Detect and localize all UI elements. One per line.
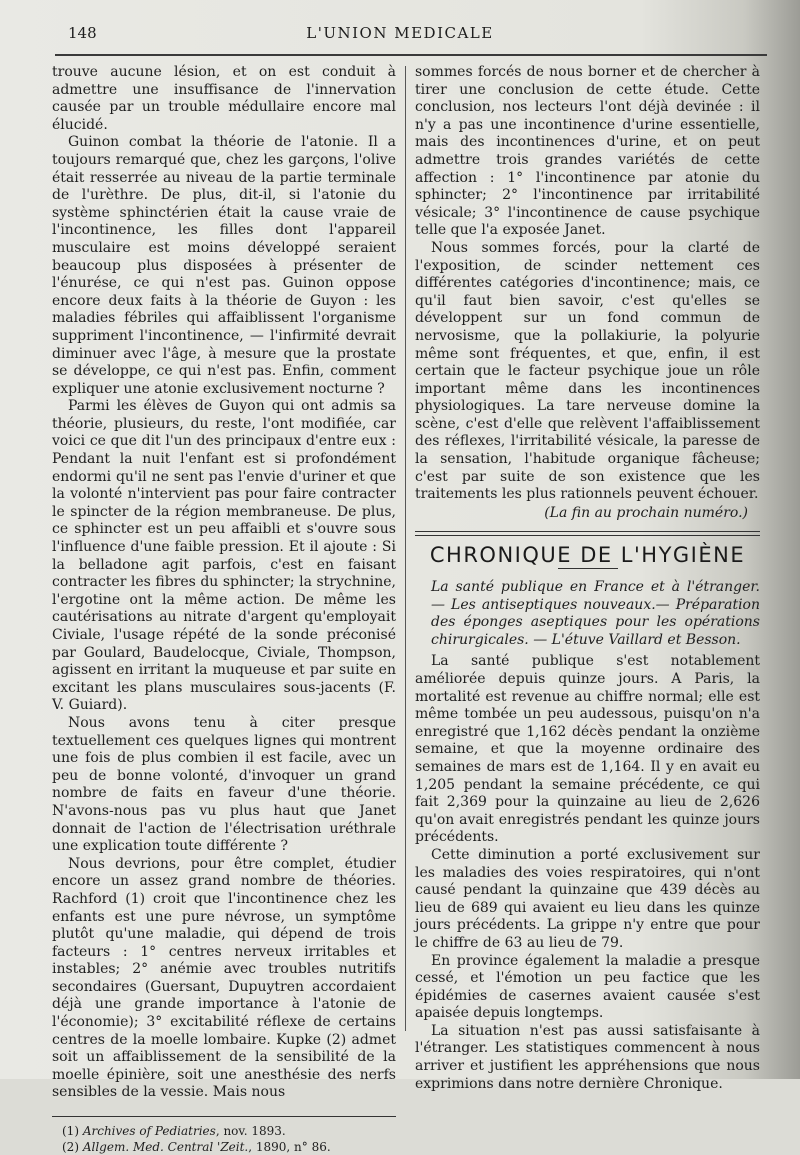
paragraph: Guinon combat la théorie de l'atonie. Il a toujours remarqué que, chez les garçons, l'olive était resserrée au niveau de la partie terminale de l'urèthre. De plus, dit-il, si l'atonie du système sphinctérien était la cause vraie de l'incontinence, les filles dont l'appareil musculaire est moins développé seraient beaucoup plus disposées à présenter de l'énurése, ce qui n'est pas. Guinon oppose encore deux faits à la théorie de Guyon : les maladies fébriles qui affaiblissent l'organisme suppriment l'incontinence, — l'infirmité devrait diminuer avec l'âge, à mesure que la prostate se développe, ce qui n'est pas. Enfin, comment expliquer une atonie exclusivement nocturne ? bbox=[52, 134, 396, 397]
footnote-rule bbox=[52, 1116, 396, 1117]
column-divider bbox=[405, 66, 406, 1031]
paragraph: sommes forcés de nous borner et de chercher à tirer une conclusion de cette étude. Cette conclusion, nos lecteurs l'ont déjà devinée : il n'y a pas une incontinence d'urine essentielle, mais des incontinences d'urine, et on peut admettre trois grandes variétés de cette affection : 1° l'incontinence par atonie du sphincter; 2° l'incontinence par irritabilité vésicale; 3° l'incontinence de cause psychique telle que l'a exposée Janet. bbox=[415, 64, 760, 239]
footnote-marker: (2) bbox=[62, 1140, 79, 1155]
paragraph: Nous sommes forcés, pour la clarté de l'exposition, de scinder nettement ces différentes catégories d'incontinence; mais, ce qu'il faut bien savoir, c'est qu'elles se développent sur un fond commun de nervosisme, que la pollakiurie, la polyurie même sont fréquentes, et que, enfin, il est certain que le facteur psychique joue un rôle important même dans les incontinences physiologiques. La tare nerveuse domine la scène, c'est d'elle que relèvent l'affaiblissement des réflexes, l'irritabilité vésicale, la paresse de la sensation, l'habitude organique fâcheuse; c'est par suite de son existence que les traitements les plus rationnels peuvent échouer. bbox=[415, 239, 760, 503]
paragraph: La situation n'est pas aussi satisfaisante à l'étranger. Les statistiques commencent à nous arriver et justifient les appréhensions que nous exprimions dans notre dernière Chronique. bbox=[415, 1022, 760, 1092]
footnote-marker: (1) bbox=[62, 1124, 79, 1139]
running-head bbox=[0, 24, 800, 48]
section-rule bbox=[415, 531, 760, 536]
continued-note: (La fin au prochain numéro.) bbox=[544, 504, 748, 521]
footnote bbox=[52, 1139, 396, 1155]
journal-title: L'UNION MEDICALE bbox=[306, 24, 494, 42]
footnote-detail: , 1890, n° 86. bbox=[248, 1140, 331, 1155]
paragraph: Cette diminution a porté exclusivement sur les maladies des voies respiratoires, qui n'ont causé pendant la quinzaine que 439 décès au lieu de 689 qui avaient eu lieu dans les quinze jours précédents. La grippe n'y entre que pour le chiffre de 63 au lieu de 79. bbox=[415, 846, 760, 951]
page-number: 148 bbox=[68, 24, 97, 42]
right-column bbox=[415, 64, 760, 1093]
paragraph: Parmi les élèves de Guyon qui ont admis sa théorie, plusieurs, du reste, l'ont modifiée, car voici ce que dit l'un des principaux d'entre eux : Pendant la nuit l'enfant est si profondément endormi qu'il ne sent pas l'envie d'uriner et que la volonté n'intervient pas pour faire contracter le spincter de la région membraneuse. De plus, ce sphincter est un peu affaibli et s'ouvre sous l'influence d'une faible pression. Et il ajoute : Si la belladone agit parfois, c'est en faisant contracter les fibres du sphincter; la strychnine, l'ergotine ont la même action. De même les cautérisations au nitrate d'argent qu'employait Civiale, l'usage répété de la sonde préconisé par Goulard, Baudelocque, Civiale, Thompson, agissent en irritant la muqueuse et par suite en excitant les plans musculaires sous-jacents (F. V. Guiard). bbox=[52, 398, 396, 714]
chronicle-title: CHRONIQUE DE L'HYGIÈNE bbox=[429, 543, 746, 568]
paragraph: La santé publique s'est notablement améliorée depuis quinze jours. A Paris, la mortalité est revenue au chiffre normal; elle est même tombée un peu audessous, puisqu'on n'a enregistré que 1,162 décès pendant la onzième semaine, et que la moyenne ordinaire des semaines de mars est de 1,164. Il y en avait eu 1,205 pendant la semaine précédente, ce qui fait 2,369 pour la quinzaine au lieu de 2,626 qu'on avait enregistrés pendant les quinze jours précédents. bbox=[415, 653, 760, 846]
paragraph: En province également la maladie a presque cessé, et l'émotion un peu factice que les épidémies de casernes avaient causée s'est apaisée depuis longtemps. bbox=[415, 952, 760, 1022]
header-rule bbox=[55, 54, 767, 56]
chronicle-summary: La santé publique en France et à l'étranger. — Les antiseptiques nouveaux.— Préparation des éponges aseptiques pour les opérations chirurgicales. — L'étuve Vaillard et Besson. bbox=[431, 579, 760, 648]
footnote-source: Allgem. Med. Central 'Zeit. bbox=[82, 1140, 249, 1155]
paragraph: Nous devrions, pour être complet, étudier encore un assez grand nombre de théories. Rachford (1) croit que l'incontinence chez les enfants est une pure névrose, un symptôme plutôt qu'une maladie, qui dépend de trois facteurs : 1° centres nerveux irritables et instables; 2° anémie avec troubles nutritifs secondaires (Guersant, Dupuytren accordaient déjà une grande importance à l'atonie de l'économie); 3° excitabilité réflexe de certains centres de la moelle lombaire. Kupke (2) admet soit un affaiblissement de la sensibilité de la moelle épinière, soit une anesthésie des nerfs sensibles de la vessie. Mais nous bbox=[52, 855, 396, 1101]
footnote-detail: , nov. 1893. bbox=[215, 1124, 286, 1139]
footnote bbox=[52, 1123, 396, 1139]
paragraph: Nous avons tenu à citer presque textuellement ces quelques lignes qui montrent une fois de plus combien il est facile, avec un peu de bonne volonté, d'invoquer un grand nombre de faits en faveur d'une théorie. N'avons-nous pas vu plus haut que Janet donnait de l'action de l'électrisation uréthrale une explication toute différente ? bbox=[52, 714, 396, 855]
footnote-source: Archives of Pediatries bbox=[82, 1124, 216, 1139]
paragraph: trouve aucune lésion, et on est conduit à admettre une insuffisance de l'innervation causée par un trouble médullaire encore mal élucidé. bbox=[52, 64, 396, 133]
left-column bbox=[52, 64, 396, 1155]
title-underline bbox=[558, 568, 618, 569]
